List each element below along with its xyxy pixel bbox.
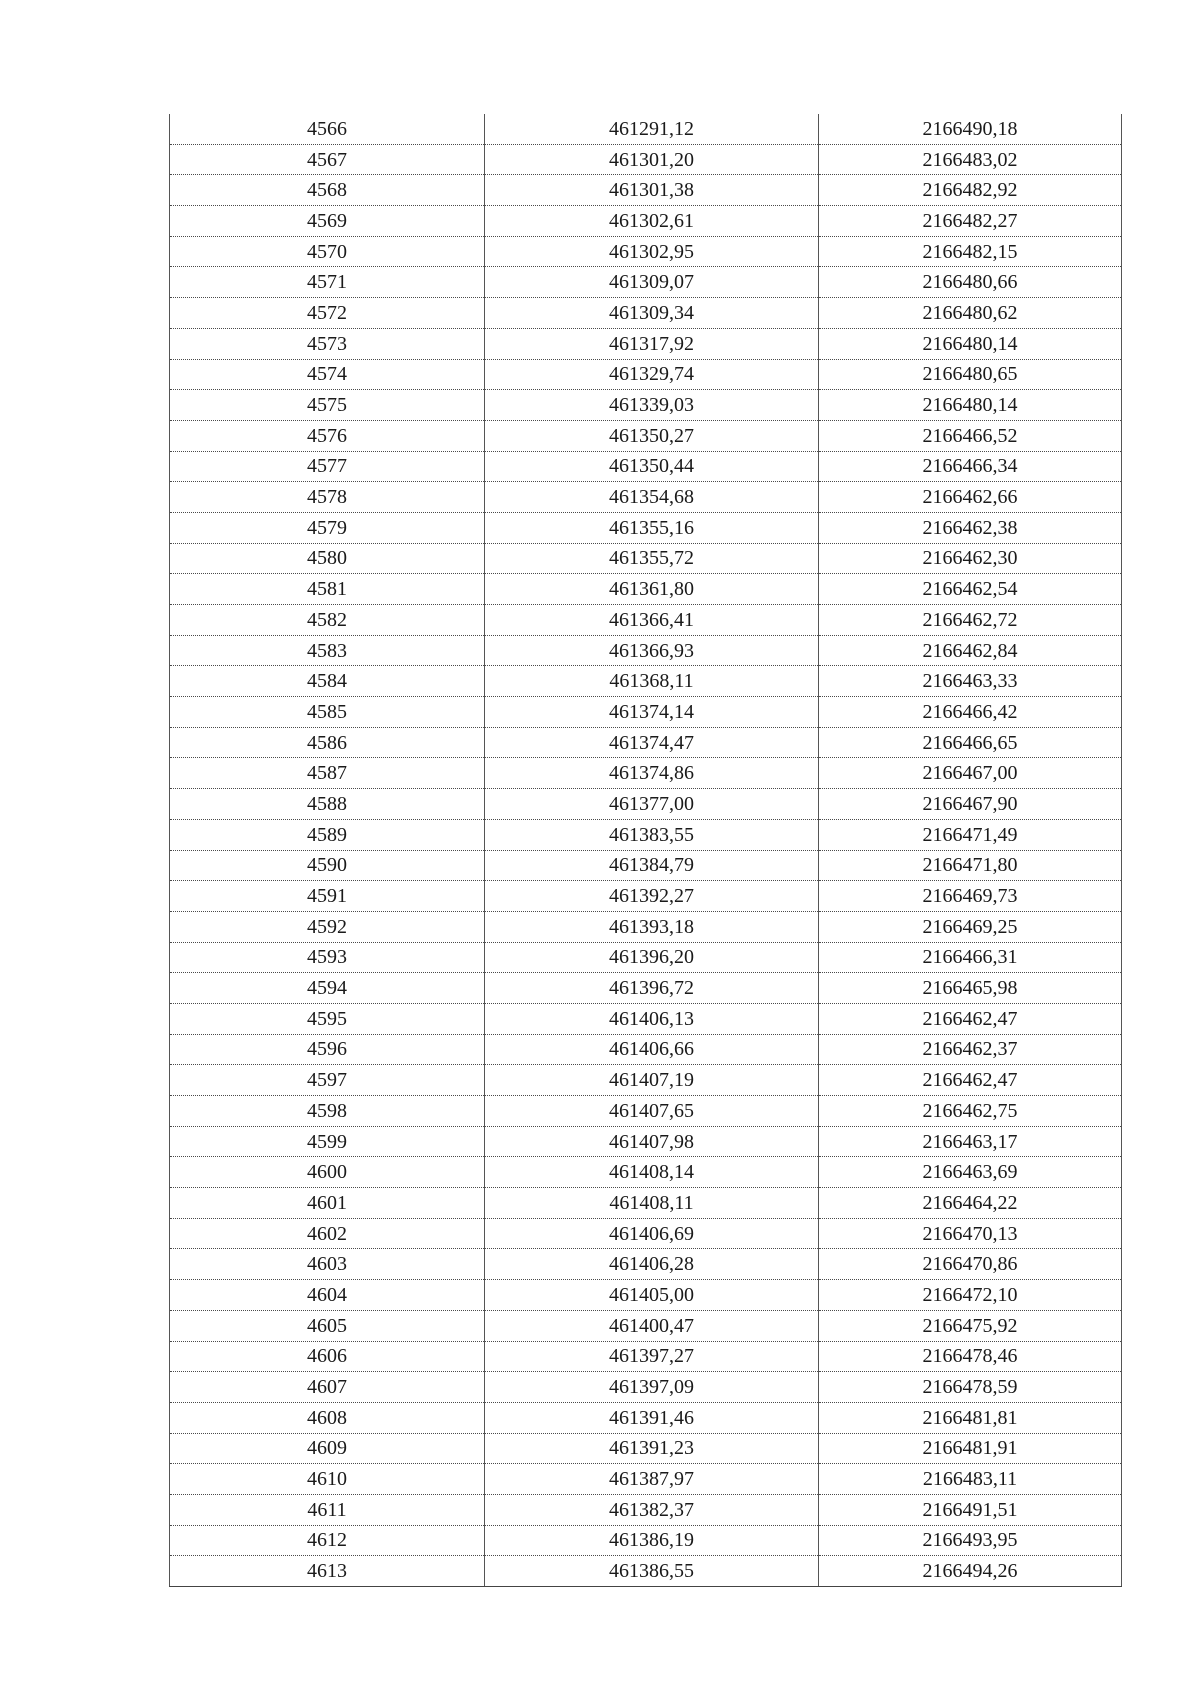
table-row [170, 666, 1122, 697]
y-coordinate-cell: 2166462,84 [819, 635, 1122, 666]
table-row [170, 1096, 1122, 1127]
y-coordinate-cell: 2166466,34 [819, 451, 1122, 482]
point-number-cell: 4582 [170, 605, 485, 636]
table-row [170, 1556, 1122, 1587]
x-coordinate-cell: 461309,07 [485, 267, 819, 298]
x-coordinate-cell: 461368,11 [485, 666, 819, 697]
point-number-cell: 4580 [170, 543, 485, 574]
x-coordinate-cell: 461407,98 [485, 1126, 819, 1157]
point-number-cell: 4603 [170, 1249, 485, 1280]
y-coordinate-cell: 2166480,14 [819, 328, 1122, 359]
point-number-cell: 4610 [170, 1464, 485, 1495]
point-number-cell: 4570 [170, 236, 485, 267]
table-row [170, 1249, 1122, 1280]
table-row [170, 1341, 1122, 1372]
x-coordinate-cell: 461397,27 [485, 1341, 819, 1372]
x-coordinate-cell: 461301,20 [485, 144, 819, 175]
y-coordinate-cell: 2166462,47 [819, 1003, 1122, 1034]
y-coordinate-cell: 2166463,69 [819, 1157, 1122, 1188]
y-coordinate-cell: 2166470,13 [819, 1218, 1122, 1249]
y-coordinate-cell: 2166465,98 [819, 973, 1122, 1004]
x-coordinate-cell: 461302,61 [485, 206, 819, 237]
x-coordinate-cell: 461393,18 [485, 911, 819, 942]
table-row [170, 451, 1122, 482]
table-row [170, 298, 1122, 329]
table-row [170, 206, 1122, 237]
point-number-cell: 4604 [170, 1280, 485, 1311]
point-number-cell: 4595 [170, 1003, 485, 1034]
point-number-cell: 4568 [170, 175, 485, 206]
table-row [170, 328, 1122, 359]
table-row [170, 267, 1122, 298]
table-row [170, 574, 1122, 605]
point-number-cell: 4613 [170, 1556, 485, 1587]
point-number-cell: 4588 [170, 789, 485, 820]
x-coordinate-cell: 461374,47 [485, 727, 819, 758]
point-number-cell: 4593 [170, 942, 485, 973]
coordinates-table [169, 114, 1122, 1587]
y-coordinate-cell: 2166480,66 [819, 267, 1122, 298]
y-coordinate-cell: 2166480,62 [819, 298, 1122, 329]
table-row [170, 727, 1122, 758]
table-row [170, 543, 1122, 574]
point-number-cell: 4601 [170, 1188, 485, 1219]
y-coordinate-cell: 2166483,02 [819, 144, 1122, 175]
table-row [170, 881, 1122, 912]
y-coordinate-cell: 2166466,31 [819, 942, 1122, 973]
table-row [170, 819, 1122, 850]
x-coordinate-cell: 461366,41 [485, 605, 819, 636]
x-coordinate-cell: 461329,74 [485, 359, 819, 390]
point-number-cell: 4572 [170, 298, 485, 329]
y-coordinate-cell: 2166462,38 [819, 512, 1122, 543]
y-coordinate-cell: 2166475,92 [819, 1310, 1122, 1341]
point-number-cell: 4587 [170, 758, 485, 789]
table-row [170, 911, 1122, 942]
point-number-cell: 4567 [170, 144, 485, 175]
x-coordinate-cell: 461407,65 [485, 1096, 819, 1127]
point-number-cell: 4571 [170, 267, 485, 298]
table-row [170, 359, 1122, 390]
y-coordinate-cell: 2166467,00 [819, 758, 1122, 789]
table-row [170, 850, 1122, 881]
table-row [170, 1372, 1122, 1403]
table-row [170, 390, 1122, 421]
point-number-cell: 4597 [170, 1065, 485, 1096]
x-coordinate-cell: 461406,13 [485, 1003, 819, 1034]
point-number-cell: 4573 [170, 328, 485, 359]
point-number-cell: 4574 [170, 359, 485, 390]
x-coordinate-cell: 461339,03 [485, 390, 819, 421]
table-row [170, 236, 1122, 267]
table-row [170, 512, 1122, 543]
coordinates-table-body [170, 114, 1122, 1587]
table-row [170, 973, 1122, 1004]
point-number-cell: 4569 [170, 206, 485, 237]
y-coordinate-cell: 2166483,11 [819, 1464, 1122, 1495]
y-coordinate-cell: 2166493,95 [819, 1525, 1122, 1556]
table-row [170, 1157, 1122, 1188]
y-coordinate-cell: 2166471,80 [819, 850, 1122, 881]
table-row [170, 175, 1122, 206]
table-row [170, 482, 1122, 513]
x-coordinate-cell: 461354,68 [485, 482, 819, 513]
y-coordinate-cell: 2166462,54 [819, 574, 1122, 605]
y-coordinate-cell: 2166481,81 [819, 1402, 1122, 1433]
x-coordinate-cell: 461383,55 [485, 819, 819, 850]
x-coordinate-cell: 461391,23 [485, 1433, 819, 1464]
y-coordinate-cell: 2166470,86 [819, 1249, 1122, 1280]
y-coordinate-cell: 2166491,51 [819, 1494, 1122, 1525]
point-number-cell: 4598 [170, 1096, 485, 1127]
x-coordinate-cell: 461384,79 [485, 850, 819, 881]
table-row [170, 1218, 1122, 1249]
point-number-cell: 4611 [170, 1494, 485, 1525]
table-row [170, 1525, 1122, 1556]
x-coordinate-cell: 461291,12 [485, 114, 819, 144]
table-row [170, 1065, 1122, 1096]
y-coordinate-cell: 2166478,46 [819, 1341, 1122, 1372]
y-coordinate-cell: 2166480,65 [819, 359, 1122, 390]
point-number-cell: 4599 [170, 1126, 485, 1157]
point-number-cell: 4577 [170, 451, 485, 482]
y-coordinate-cell: 2166471,49 [819, 819, 1122, 850]
point-number-cell: 4566 [170, 114, 485, 144]
table-row [170, 1034, 1122, 1065]
table-row [170, 1433, 1122, 1464]
x-coordinate-cell: 461406,28 [485, 1249, 819, 1280]
y-coordinate-cell: 2166462,66 [819, 482, 1122, 513]
point-number-cell: 4591 [170, 881, 485, 912]
table-row [170, 1188, 1122, 1219]
y-coordinate-cell: 2166464,22 [819, 1188, 1122, 1219]
point-number-cell: 4589 [170, 819, 485, 850]
point-number-cell: 4576 [170, 420, 485, 451]
point-number-cell: 4606 [170, 1341, 485, 1372]
x-coordinate-cell: 461361,80 [485, 574, 819, 605]
y-coordinate-cell: 2166482,92 [819, 175, 1122, 206]
x-coordinate-cell: 461309,34 [485, 298, 819, 329]
y-coordinate-cell: 2166480,14 [819, 390, 1122, 421]
table-row [170, 1402, 1122, 1433]
point-number-cell: 4581 [170, 574, 485, 605]
y-coordinate-cell: 2166481,91 [819, 1433, 1122, 1464]
y-coordinate-cell: 2166469,73 [819, 881, 1122, 912]
point-number-cell: 4596 [170, 1034, 485, 1065]
y-coordinate-cell: 2166490,18 [819, 114, 1122, 144]
x-coordinate-cell: 461387,97 [485, 1464, 819, 1495]
x-coordinate-cell: 461374,14 [485, 697, 819, 728]
x-coordinate-cell: 461396,20 [485, 942, 819, 973]
point-number-cell: 4584 [170, 666, 485, 697]
y-coordinate-cell: 2166466,52 [819, 420, 1122, 451]
table-row [170, 1003, 1122, 1034]
table-row [170, 789, 1122, 820]
point-number-cell: 4575 [170, 390, 485, 421]
point-number-cell: 4600 [170, 1157, 485, 1188]
x-coordinate-cell: 461386,19 [485, 1525, 819, 1556]
y-coordinate-cell: 2166463,33 [819, 666, 1122, 697]
y-coordinate-cell: 2166478,59 [819, 1372, 1122, 1403]
x-coordinate-cell: 461405,00 [485, 1280, 819, 1311]
table-row [170, 942, 1122, 973]
x-coordinate-cell: 461407,19 [485, 1065, 819, 1096]
point-number-cell: 4583 [170, 635, 485, 666]
point-number-cell: 4585 [170, 697, 485, 728]
x-coordinate-cell: 461400,47 [485, 1310, 819, 1341]
point-number-cell: 4590 [170, 850, 485, 881]
x-coordinate-cell: 461355,16 [485, 512, 819, 543]
table-row [170, 697, 1122, 728]
table-row [170, 1126, 1122, 1157]
table-row [170, 420, 1122, 451]
y-coordinate-cell: 2166494,26 [819, 1556, 1122, 1587]
x-coordinate-cell: 461302,95 [485, 236, 819, 267]
point-number-cell: 4579 [170, 512, 485, 543]
table-row [170, 1280, 1122, 1311]
x-coordinate-cell: 461397,09 [485, 1372, 819, 1403]
x-coordinate-cell: 461382,37 [485, 1494, 819, 1525]
y-coordinate-cell: 2166466,65 [819, 727, 1122, 758]
y-coordinate-cell: 2166469,25 [819, 911, 1122, 942]
table-row [170, 635, 1122, 666]
point-number-cell: 4608 [170, 1402, 485, 1433]
y-coordinate-cell: 2166472,10 [819, 1280, 1122, 1311]
x-coordinate-cell: 461408,14 [485, 1157, 819, 1188]
x-coordinate-cell: 461391,46 [485, 1402, 819, 1433]
point-number-cell: 4605 [170, 1310, 485, 1341]
x-coordinate-cell: 461301,38 [485, 175, 819, 206]
y-coordinate-cell: 2166466,42 [819, 697, 1122, 728]
x-coordinate-cell: 461377,00 [485, 789, 819, 820]
point-number-cell: 4607 [170, 1372, 485, 1403]
x-coordinate-cell: 461408,11 [485, 1188, 819, 1219]
x-coordinate-cell: 461406,66 [485, 1034, 819, 1065]
table-row [170, 758, 1122, 789]
x-coordinate-cell: 461396,72 [485, 973, 819, 1004]
y-coordinate-cell: 2166462,30 [819, 543, 1122, 574]
table-row [170, 1494, 1122, 1525]
y-coordinate-cell: 2166462,47 [819, 1065, 1122, 1096]
y-coordinate-cell: 2166467,90 [819, 789, 1122, 820]
point-number-cell: 4578 [170, 482, 485, 513]
table-row [170, 1464, 1122, 1495]
table-row [170, 605, 1122, 636]
x-coordinate-cell: 461392,27 [485, 881, 819, 912]
x-coordinate-cell: 461374,86 [485, 758, 819, 789]
table-row [170, 114, 1122, 144]
point-number-cell: 4594 [170, 973, 485, 1004]
x-coordinate-cell: 461406,69 [485, 1218, 819, 1249]
point-number-cell: 4586 [170, 727, 485, 758]
x-coordinate-cell: 461350,44 [485, 451, 819, 482]
point-number-cell: 4592 [170, 911, 485, 942]
x-coordinate-cell: 461386,55 [485, 1556, 819, 1587]
x-coordinate-cell: 461366,93 [485, 635, 819, 666]
y-coordinate-cell: 2166482,15 [819, 236, 1122, 267]
y-coordinate-cell: 2166462,37 [819, 1034, 1122, 1065]
x-coordinate-cell: 461317,92 [485, 328, 819, 359]
y-coordinate-cell: 2166462,75 [819, 1096, 1122, 1127]
table-row [170, 1310, 1122, 1341]
y-coordinate-cell: 2166482,27 [819, 206, 1122, 237]
y-coordinate-cell: 2166462,72 [819, 605, 1122, 636]
point-number-cell: 4609 [170, 1433, 485, 1464]
y-coordinate-cell: 2166463,17 [819, 1126, 1122, 1157]
point-number-cell: 4612 [170, 1525, 485, 1556]
x-coordinate-cell: 461355,72 [485, 543, 819, 574]
table-row [170, 144, 1122, 175]
point-number-cell: 4602 [170, 1218, 485, 1249]
x-coordinate-cell: 461350,27 [485, 420, 819, 451]
